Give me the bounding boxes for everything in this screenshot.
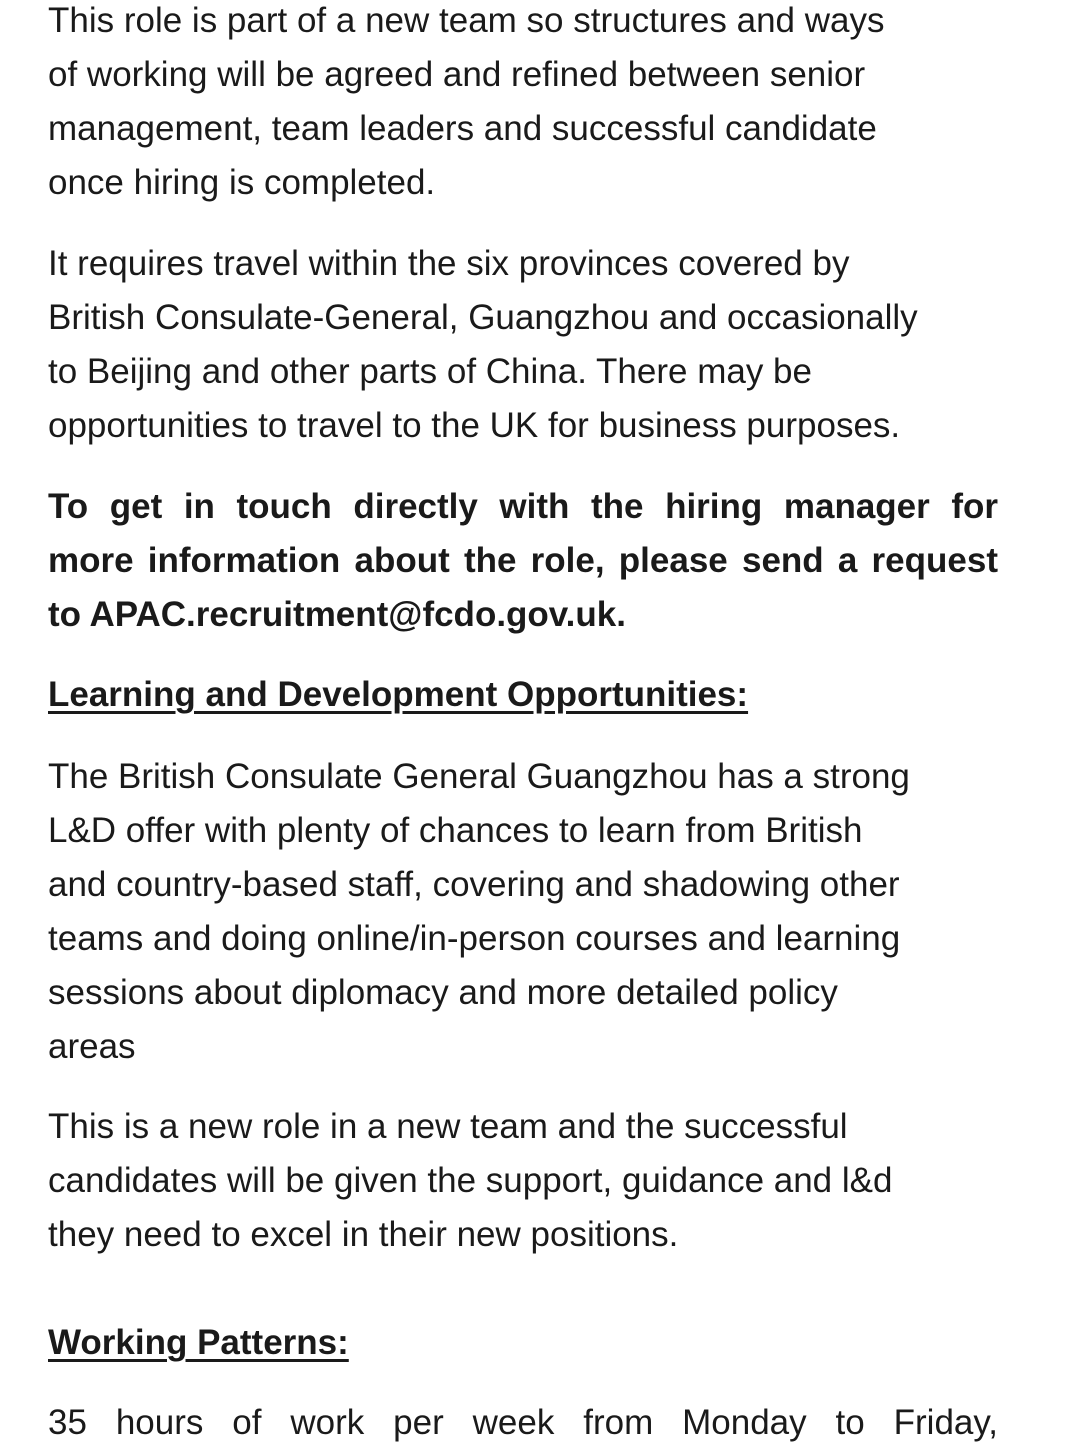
- text-line: British Consulate-General, Guangzhou and occasionally: [48, 298, 918, 337]
- text-line: 35 hours of work per week from Monday to Friday,: [48, 1403, 998, 1442]
- text-line: management, team leaders and successful candidate: [48, 109, 877, 148]
- text-line: This is a new role in a new team and the successful: [48, 1107, 848, 1146]
- heading-working-patterns: [48, 1316, 998, 1370]
- text-line: L&D offer with plenty of chances to learn from British: [48, 811, 863, 850]
- paragraph-contact: [48, 480, 998, 642]
- text-line: more information about the role, please send a request: [48, 541, 998, 580]
- text-line: It requires travel within the six provinces covered by: [48, 244, 850, 283]
- paragraph-team-structure: [48, 0, 998, 210]
- text-line: opportunities to travel to the UK for business purposes.: [48, 406, 901, 445]
- heading-learning-development: [48, 668, 998, 722]
- text-line: The British Consulate General Guangzhou has a strong: [48, 757, 910, 796]
- text-line: sessions about diplomacy and more detailed policy: [48, 973, 838, 1012]
- section-heading: Learning and Development Opportunities:: [48, 675, 749, 714]
- paragraph-working-hours: [48, 1396, 998, 1450]
- text-line: areas: [48, 1027, 136, 1066]
- text-line: of working will be agreed and refined between senior: [48, 55, 866, 94]
- text-line: once hiring is completed.: [48, 163, 436, 202]
- text-line: they need to excel in their new positions.: [48, 1215, 679, 1254]
- text-line: to APAC.recruitment@fcdo.gov.uk.: [48, 595, 626, 634]
- paragraph-learning-offer: [48, 750, 998, 1074]
- text-line: candidates will be given the support, guidance and l&d: [48, 1161, 893, 1200]
- text-line: teams and doing online/in-person courses and learning: [48, 919, 901, 958]
- text-line: To get in touch directly with the hiring manager for: [48, 487, 998, 526]
- section-heading: Working Patterns:: [48, 1323, 349, 1362]
- paragraph-new-role-support: [48, 1100, 998, 1262]
- text-line: This role is part of a new team so structures and ways: [48, 1, 885, 40]
- paragraph-travel: [48, 237, 998, 453]
- text-line: to Beijing and other parts of China. There may be: [48, 352, 812, 391]
- text-line: and country-based staff, covering and shadowing other: [48, 865, 900, 904]
